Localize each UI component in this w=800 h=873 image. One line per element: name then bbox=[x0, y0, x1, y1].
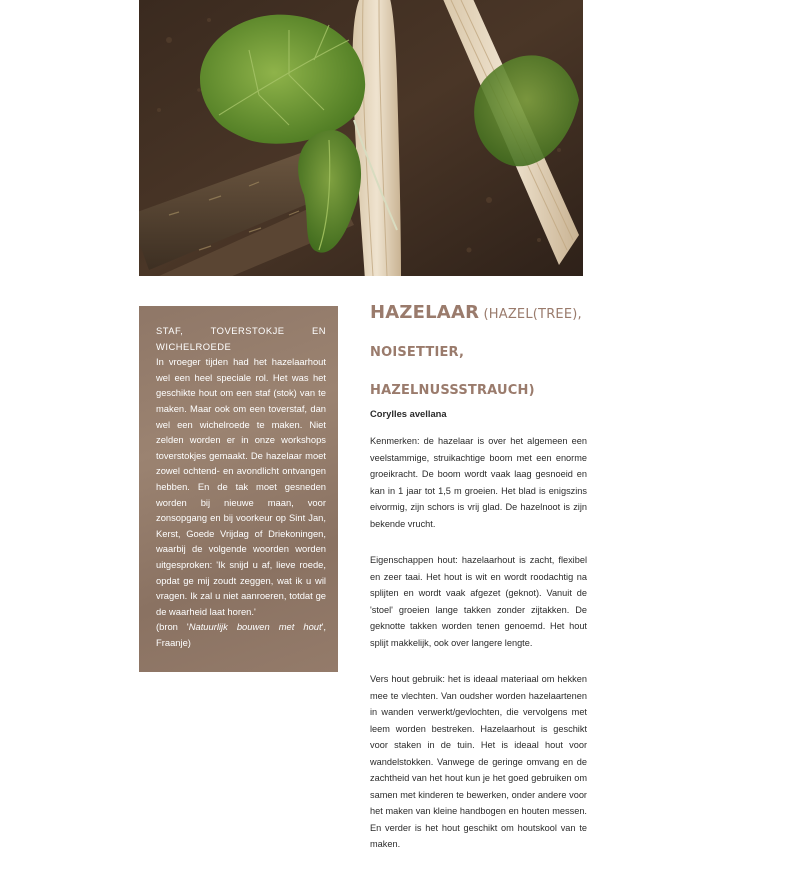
article-subtitle-1: (HAZEL(TREE), bbox=[479, 307, 582, 322]
paragraph-gebruik: Vers hout gebruik: het is ideaal materiaal om hekken mee te vlechten. Van oudsher worden hazelaartenen in wanden verwerkt/gevlochten, die vervolgens met leem worden bestreken. Hazelaarhout is geschikt voor staken in de tuin. Het is ideaal hout voor wandelstokken. Vanwege de geringe omvang en de zachtheid van het hout kun je het goed gebruiken om samen met kinderen te bewerken, onder andere voor het maken van kleine handbogen en houten messen. En verder is het hout geschikt om houtskool van te maken. bbox=[370, 674, 587, 849]
source-prefix: (bron ' bbox=[156, 621, 189, 633]
sidebar-title: STAF, TOVERSTOKJE EN WICHELROEDE bbox=[156, 325, 326, 352]
hazel-photo bbox=[139, 0, 583, 276]
hazel-photo-illustration bbox=[139, 0, 583, 276]
sidebar-box bbox=[139, 306, 338, 672]
article-title bbox=[370, 292, 587, 406]
article-subtitle-2: NOISETTIER, HAZELNUSSSTRAUCH) bbox=[370, 345, 535, 398]
latin-name: Corylles avellana bbox=[370, 408, 447, 419]
paragraph-kenmerken: Kenmerken: de hazelaar is over het algemeen een veelstammige, struikachtige boom met een enorme groeikracht. De boom wordt vaak laag gesnoeid en kan in 1 jaar tot 1,5 m groeien. Het blad is enigszins eivormig, zijn schors is vrij glad. De hazelnoot is zijn bekende vrucht. bbox=[370, 436, 587, 529]
article bbox=[370, 292, 587, 873]
paragraph-eigenschappen: Eigenschappen hout: hazelaarhout is zacht, flexibel en zeer taai. Het hout is wit en wordt roodachtig na splijten en wordt vaak afgezet (geknot). Vanuit de 'stoel' groeien lange takken zonder zijtakken. De geknotte takken worden tenen genoemd. Het hout splijt makkelijk, ook over langere lengte. bbox=[370, 555, 587, 648]
sidebar-source bbox=[156, 619, 326, 650]
sidebar-body: In vroeger tijden had het hazelaarhout wel een heel speciale rol. Het was het geschikte hout om een staf (stok) van te maken. Maar ook om een toverstaf, dan wel een wichelroede te maken. Niet zelden worden er in onze workshops toverstokjes gemaakt. De hazelaar moet zowel ochtend- en avondlicht ontvangen hebben. En de tak moet gesneden worden bij nieuwe maan, voor zonsopgang en bij voorkeur op Sint Jan, Kerst, Goede Vrijdag of Driekoningen, waarbij de volgende woorden worden uitgesproken: 'Ik snijd u af, lieve roede, opdat ge mij zoudt zeggen, wat ik u wil vragen. Ik zal u niet aanroeren, totdat ge de waarheid laat horen.' bbox=[156, 356, 326, 617]
article-title-main: HAZELAAR bbox=[370, 302, 480, 323]
source-suffix: ', Fraanje) bbox=[156, 621, 327, 648]
source-title: Natuurlijk bouwen met hout bbox=[188, 621, 322, 633]
